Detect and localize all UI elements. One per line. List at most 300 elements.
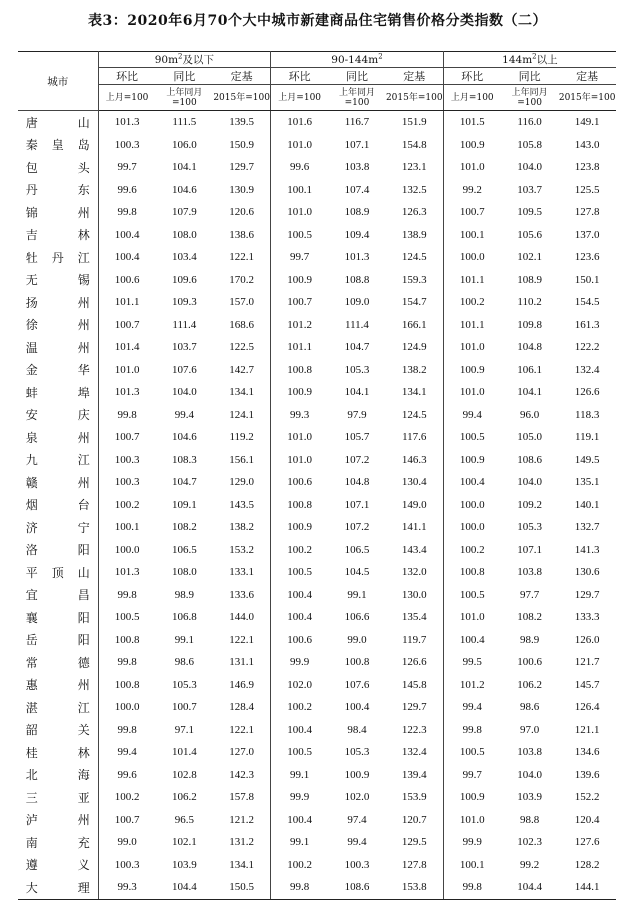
city-name: 泸州 [25, 813, 90, 828]
table-row [18, 516, 616, 539]
price-index-table [18, 51, 616, 900]
value-cell-yoy: 109.5 [517, 206, 542, 219]
value-cell-yoy: 109.2 [517, 498, 542, 511]
value-cell-fixed-base: 126.6 [386, 651, 444, 674]
table-body [18, 111, 616, 900]
value-cell-fixed-base: 153.9 [386, 786, 444, 809]
value-cell-fixed-base: 125.5 [574, 183, 600, 196]
base-header-2015: 2015年=100 [213, 85, 271, 111]
city-name-cell [18, 719, 98, 742]
value-cell-mom: 100.5 [287, 566, 313, 579]
value-cell-yoy: 97.1 [174, 723, 194, 736]
city-name: 洛阳 [25, 543, 90, 558]
value-cell-mom: 101.0 [287, 138, 313, 151]
value-cell-mom: 99.3 [290, 408, 310, 421]
value-cell-yoy: 100.6 [517, 656, 542, 669]
table-row [18, 674, 616, 697]
value-cell-mom: 101.3 [114, 116, 140, 129]
value-cell-fixed-base: 146.9 [213, 674, 271, 697]
value-cell-mom: 100.7 [114, 431, 140, 444]
value-cell-mom: 102.0 [287, 678, 313, 691]
city-name-cell [18, 156, 98, 179]
city-name-cell [18, 359, 98, 382]
city-name: 韶关 [25, 723, 90, 738]
value-cell-fixed-base: 153.8 [386, 876, 444, 899]
value-cell-mom: 100.7 [287, 296, 313, 309]
value-cell-mom: 100.8 [114, 678, 140, 691]
value-cell-fixed-base: 134.1 [213, 854, 271, 877]
value-cell-fixed-base: 134.1 [213, 381, 271, 404]
value-cell-yoy: 106.5 [344, 543, 370, 556]
metric-header-fixed-base: 定基 [558, 68, 616, 85]
value-cell-mom: 99.2 [462, 183, 482, 196]
city-name-cell [18, 516, 98, 539]
value-cell-fixed-base: 141.1 [386, 516, 444, 539]
value-cell-yoy: 104.1 [517, 386, 542, 399]
value-cell-mom: 99.8 [117, 656, 137, 669]
value-cell-fixed-base: 119.1 [575, 431, 600, 444]
value-cell-mom: 99.9 [462, 836, 482, 849]
value-cell-yoy: 103.8 [517, 566, 542, 579]
value-cell-fixed-base: 149.1 [574, 116, 600, 129]
city-name: 蚌埠 [25, 385, 90, 400]
value-cell-yoy: 98.8 [519, 813, 540, 826]
value-cell-yoy: 99.4 [347, 836, 367, 849]
value-cell-fixed-base: 138.2 [213, 516, 271, 539]
value-cell-yoy: 96.5 [174, 813, 194, 826]
value-cell-fixed-base: 121.2 [213, 809, 271, 832]
value-cell-mom: 99.4 [462, 701, 482, 714]
table-row [18, 201, 616, 224]
table-row [18, 606, 616, 629]
value-cell-mom: 101.0 [287, 453, 313, 466]
value-cell-yoy: 99.2 [519, 858, 540, 871]
value-cell-yoy: 100.7 [171, 701, 197, 714]
value-cell-mom: 100.9 [459, 453, 485, 466]
table-row [18, 111, 616, 134]
value-cell-mom: 101.0 [459, 341, 485, 354]
value-cell-mom: 101.1 [459, 318, 485, 331]
value-cell-fixed-base: 132.7 [574, 521, 600, 534]
metric-header-mom: 环比 [271, 68, 329, 85]
value-cell-fixed-base: 139.6 [574, 768, 600, 781]
city-name: 湛江 [25, 700, 90, 715]
city-name-cell [18, 629, 98, 652]
city-name-cell [18, 224, 98, 247]
value-cell-yoy: 108.0 [171, 566, 197, 579]
value-cell-mom: 100.3 [114, 858, 140, 871]
value-cell-yoy: 110.2 [517, 296, 542, 309]
table-row [18, 696, 616, 719]
value-cell-yoy: 103.8 [517, 746, 542, 759]
city-name-cell [18, 561, 98, 584]
city-name-cell [18, 449, 98, 472]
value-cell-yoy: 116.7 [344, 116, 370, 129]
value-cell-mom: 100.2 [287, 858, 313, 871]
value-cell-yoy: 101.4 [171, 746, 197, 759]
value-cell-yoy: 105.3 [344, 363, 370, 376]
value-cell-mom: 100.2 [459, 296, 485, 309]
value-cell-fixed-base: 129.7 [386, 696, 444, 719]
city-name-cell [18, 134, 98, 157]
value-cell-fixed-base: 149.5 [574, 453, 600, 466]
value-cell-fixed-base: 150.9 [213, 134, 271, 157]
value-cell-mom: 100.8 [287, 363, 313, 376]
value-cell-fixed-base: 128.2 [574, 858, 600, 871]
value-cell-yoy: 104.6 [171, 431, 197, 444]
table-row [18, 449, 616, 472]
value-cell-yoy: 107.1 [344, 138, 370, 151]
value-cell-yoy: 98.9 [174, 588, 194, 601]
value-cell-yoy: 97.9 [347, 408, 367, 421]
value-cell-yoy: 99.0 [347, 633, 367, 646]
value-cell-mom: 100.1 [114, 521, 140, 534]
value-cell-mom: 100.5 [459, 588, 485, 601]
value-cell-yoy: 103.7 [171, 341, 197, 354]
value-cell-mom: 100.0 [459, 251, 485, 264]
value-cell-fixed-base: 124.5 [386, 404, 444, 427]
value-cell-yoy: 104.8 [344, 476, 370, 489]
city-name-cell [18, 764, 98, 787]
value-cell-yoy: 107.9 [171, 206, 197, 219]
value-cell-fixed-base: 166.1 [386, 314, 444, 337]
value-cell-yoy: 103.8 [344, 161, 370, 174]
group-header-over-144: $144m^2$以上 [443, 52, 616, 68]
metric-header-fixed-base: 定基 [213, 68, 271, 85]
base-header-prev-year-month: 上年同月=100 [501, 85, 559, 111]
value-cell-yoy: 103.9 [171, 858, 197, 871]
city-name-cell [18, 696, 98, 719]
table-row [18, 809, 616, 832]
value-cell-mom: 101.1 [287, 341, 313, 354]
value-cell-yoy: 109.6 [171, 273, 197, 286]
value-cell-fixed-base: 118.3 [575, 408, 600, 421]
city-name: 安庆 [25, 408, 90, 423]
metric-header-yoy: 同比 [156, 68, 214, 85]
city-name: 九江 [25, 453, 90, 468]
value-cell-mom: 100.5 [459, 431, 485, 444]
value-cell-yoy: 108.8 [344, 273, 370, 286]
value-cell-fixed-base: 151.9 [386, 111, 444, 134]
value-cell-fixed-base: 130.6 [574, 566, 600, 579]
value-cell-yoy: 106.6 [344, 611, 370, 624]
table-row [18, 314, 616, 337]
value-cell-fixed-base: 131.2 [213, 831, 271, 854]
value-cell-mom: 101.5 [459, 116, 485, 129]
value-cell-yoy: 104.4 [156, 876, 214, 899]
value-cell-fixed-base: 154.7 [386, 291, 444, 314]
table-row [18, 179, 616, 202]
city-name: 泉州 [25, 430, 90, 445]
value-cell-mom: 100.9 [459, 791, 485, 804]
table-row [18, 854, 616, 877]
value-cell-fixed-base: 129.0 [213, 471, 271, 494]
value-cell-yoy: 109.3 [171, 296, 197, 309]
value-cell-mom: 99.8 [462, 723, 482, 736]
table-row [18, 291, 616, 314]
value-cell-mom: 99.8 [117, 723, 137, 736]
table-row [18, 426, 616, 449]
value-cell-fixed-base: 128.4 [213, 696, 271, 719]
value-cell-mom: 101.0 [459, 161, 485, 174]
value-cell-yoy: 104.1 [171, 161, 197, 174]
value-cell-fixed-base: 170.2 [213, 269, 271, 292]
table-row [18, 764, 616, 787]
value-cell-yoy: 103.7 [517, 183, 542, 196]
city-name-cell [18, 381, 98, 404]
city-name: 三亚 [25, 790, 90, 805]
city-name: 无锡 [25, 273, 90, 288]
table-row [18, 741, 616, 764]
city-name: 牡丹江 [25, 250, 90, 265]
value-cell-yoy: 100.3 [344, 858, 370, 871]
value-cell-fixed-base: 159.3 [386, 269, 444, 292]
value-cell-fixed-base: 122.2 [574, 341, 600, 354]
city-name: 济宁 [25, 520, 90, 535]
value-cell-fixed-base: 122.3 [386, 719, 444, 742]
value-cell-fixed-base: 132.0 [386, 561, 444, 584]
table-row [18, 786, 616, 809]
table-row [18, 494, 616, 517]
value-cell-yoy: 107.1 [517, 543, 542, 556]
table-row [18, 246, 616, 269]
value-cell-mom: 100.9 [459, 363, 485, 376]
value-cell-yoy: 108.6 [517, 453, 542, 466]
table-row [18, 381, 616, 404]
value-cell-mom: 100.2 [287, 543, 313, 556]
value-cell-mom: 99.1 [290, 768, 310, 781]
city-name-cell [18, 201, 98, 224]
value-cell-fixed-base: 135.4 [386, 606, 444, 629]
city-name: 岳阳 [25, 633, 90, 648]
city-name: 宜昌 [25, 588, 90, 603]
value-cell-fixed-base: 168.6 [213, 314, 271, 337]
value-cell-fixed-base: 150.1 [574, 273, 600, 286]
value-cell-fixed-base: 126.0 [574, 633, 600, 646]
value-cell-mom: 99.0 [117, 836, 137, 849]
value-cell-yoy: 102.1 [171, 836, 197, 849]
value-cell-yoy: 108.9 [517, 273, 542, 286]
city-name-cell [18, 809, 98, 832]
value-cell-yoy: 103.4 [171, 251, 197, 264]
value-cell-yoy: 100.8 [344, 656, 370, 669]
value-cell-yoy: 98.6 [519, 701, 540, 714]
value-cell-yoy: 102.8 [171, 768, 197, 781]
city-name: 唐山 [25, 115, 90, 130]
value-cell-yoy: 108.0 [171, 228, 197, 241]
value-cell-mom: 101.6 [287, 116, 313, 129]
value-cell-yoy: 105.3 [344, 746, 370, 759]
value-cell-yoy: 101.3 [344, 251, 370, 264]
value-cell-mom: 99.3 [98, 876, 156, 899]
value-cell-mom: 100.7 [459, 206, 485, 219]
value-cell-fixed-base: 122.1 [213, 246, 271, 269]
value-cell-mom: 100.1 [287, 183, 313, 196]
value-cell-mom: 100.2 [114, 498, 140, 511]
value-cell-mom: 100.2 [114, 791, 140, 804]
value-cell-mom: 99.7 [462, 768, 482, 781]
city-name-cell [18, 876, 98, 899]
value-cell-yoy: 100.9 [344, 768, 370, 781]
value-cell-yoy: 104.0 [517, 476, 542, 489]
value-cell-mom: 99.8 [117, 408, 137, 421]
table-row [18, 719, 616, 742]
value-cell-yoy: 107.2 [344, 453, 370, 466]
table-row [18, 224, 616, 247]
value-cell-mom: 100.9 [459, 138, 485, 151]
value-cell-fixed-base: 138.9 [386, 224, 444, 247]
value-cell-mom: 99.4 [117, 746, 137, 759]
metric-header-yoy: 同比 [501, 68, 559, 85]
value-cell-fixed-base: 152.2 [574, 791, 600, 804]
value-cell-yoy: 116.0 [517, 116, 542, 129]
value-cell-fixed-base: 119.7 [386, 629, 444, 652]
value-cell-mom: 100.6 [114, 273, 140, 286]
base-header-2015: 2015年=100 [386, 85, 444, 111]
value-cell-mom: 99.1 [290, 836, 310, 849]
value-cell-fixed-base: 123.8 [574, 161, 600, 174]
value-cell-fixed-base: 123.6 [574, 251, 600, 264]
table-row [18, 651, 616, 674]
value-cell-fixed-base: 141.3 [574, 543, 600, 556]
city-name-cell [18, 291, 98, 314]
value-cell-yoy: 111.5 [172, 116, 197, 129]
city-name-cell [18, 314, 98, 337]
value-cell-fixed-base: 133.6 [213, 584, 271, 607]
value-cell-yoy: 96.0 [519, 408, 540, 421]
value-cell-mom: 101.3 [114, 386, 140, 399]
value-cell-yoy: 103.9 [517, 791, 542, 804]
value-cell-mom: 101.2 [287, 318, 313, 331]
value-cell-yoy: 105.3 [517, 521, 542, 534]
table-row [18, 584, 616, 607]
city-name: 桂林 [25, 745, 90, 760]
value-cell-fixed-base: 130.9 [213, 179, 271, 202]
value-cell-mom: 101.0 [287, 206, 313, 219]
city-name-cell [18, 269, 98, 292]
city-name-cell [18, 494, 98, 517]
value-cell-yoy: 98.4 [347, 723, 367, 736]
value-cell-yoy: 105.3 [171, 678, 197, 691]
value-cell-mom: 100.4 [287, 611, 313, 624]
base-header-prev-year-month: 上年同月=100 [328, 85, 386, 111]
value-cell-mom: 99.9 [290, 656, 310, 669]
table-row [18, 831, 616, 854]
value-cell-mom: 100.2 [287, 701, 313, 714]
value-cell-mom: 99.8 [271, 876, 329, 899]
value-cell-fixed-base: 144.1 [558, 876, 616, 899]
value-cell-fixed-base: 123.1 [386, 156, 444, 179]
value-cell-fixed-base: 139.5 [213, 111, 271, 134]
table-row [18, 471, 616, 494]
value-cell-mom: 100.4 [459, 633, 485, 646]
value-cell-fixed-base: 157.8 [213, 786, 271, 809]
value-cell-yoy: 104.1 [344, 386, 370, 399]
value-cell-fixed-base: 127.8 [574, 206, 600, 219]
value-cell-yoy: 102.1 [517, 251, 542, 264]
value-cell-fixed-base: 145.7 [574, 678, 600, 691]
value-cell-fixed-base: 127.8 [386, 854, 444, 877]
value-cell-mom: 99.8 [117, 588, 137, 601]
city-name-cell [18, 336, 98, 359]
value-cell-mom: 100.4 [287, 723, 313, 736]
base-header-prev-month: 上月=100 [98, 85, 156, 111]
value-cell-mom: 100.5 [459, 746, 485, 759]
city-name: 金华 [25, 363, 90, 378]
value-cell-mom: 100.3 [114, 453, 140, 466]
value-cell-fixed-base: 120.7 [386, 809, 444, 832]
city-name: 温州 [25, 340, 90, 355]
value-cell-yoy: 102.0 [344, 791, 370, 804]
city-name: 南充 [25, 835, 90, 850]
value-cell-mom: 100.9 [287, 273, 313, 286]
value-cell-fixed-base: 138.2 [386, 359, 444, 382]
value-cell-mom: 100.6 [287, 633, 313, 646]
value-cell-mom: 100.1 [459, 858, 485, 871]
city-name: 包头 [25, 160, 90, 175]
value-cell-mom: 101.1 [459, 273, 485, 286]
value-cell-mom: 100.1 [459, 228, 485, 241]
value-cell-mom: 99.9 [290, 791, 310, 804]
city-name-cell [18, 651, 98, 674]
value-cell-fixed-base: 124.9 [386, 336, 444, 359]
value-cell-yoy: 104.0 [517, 161, 542, 174]
city-column-header: 城市 [18, 52, 98, 111]
value-cell-yoy: 108.6 [328, 876, 386, 899]
value-cell-yoy: 105.6 [517, 228, 542, 241]
city-name: 扬州 [25, 295, 90, 310]
value-cell-yoy: 108.2 [171, 521, 197, 534]
value-cell-fixed-base: 122.1 [213, 629, 271, 652]
city-name: 平顶山 [25, 565, 90, 580]
value-cell-mom: 99.7 [290, 251, 310, 264]
value-cell-mom: 100.9 [287, 386, 313, 399]
city-name-cell [18, 539, 98, 562]
value-cell-fixed-base: 134.1 [386, 381, 444, 404]
value-cell-yoy: 105.0 [517, 431, 542, 444]
value-cell-fixed-base: 153.2 [213, 539, 271, 562]
metric-header-yoy: 同比 [328, 68, 386, 85]
city-name-cell [18, 786, 98, 809]
value-cell-mom: 100.8 [287, 498, 313, 511]
value-cell-mom: 100.4 [287, 813, 313, 826]
value-cell-fixed-base: 120.4 [574, 813, 600, 826]
city-name: 烟台 [25, 498, 90, 513]
city-name: 吉林 [25, 228, 90, 243]
value-cell-yoy: 107.6 [171, 363, 197, 376]
value-cell-fixed-base: 121.7 [574, 656, 600, 669]
value-cell-yoy: 97.4 [347, 813, 367, 826]
value-cell-fixed-base: 142.7 [213, 359, 271, 382]
value-cell-yoy: 111.4 [172, 318, 197, 331]
value-cell-fixed-base: 132.4 [386, 741, 444, 764]
value-cell-fixed-base: 139.4 [386, 764, 444, 787]
value-cell-yoy: 106.2 [171, 791, 197, 804]
value-cell-mom: 100.4 [459, 476, 485, 489]
value-cell-mom: 100.0 [459, 498, 485, 511]
value-cell-mom: 100.5 [287, 746, 313, 759]
value-cell-yoy: 105.7 [344, 431, 370, 444]
value-cell-fixed-base: 138.6 [213, 224, 271, 247]
value-cell-fixed-base: 145.8 [386, 674, 444, 697]
value-cell-mom: 99.8 [117, 206, 137, 219]
value-cell-fixed-base: 132.4 [574, 363, 600, 376]
value-cell-yoy: 105.8 [517, 138, 542, 151]
value-cell-mom: 100.0 [114, 701, 140, 714]
value-cell-mom: 100.3 [114, 476, 140, 489]
value-cell-mom: 99.6 [290, 161, 310, 174]
city-name-cell [18, 179, 98, 202]
